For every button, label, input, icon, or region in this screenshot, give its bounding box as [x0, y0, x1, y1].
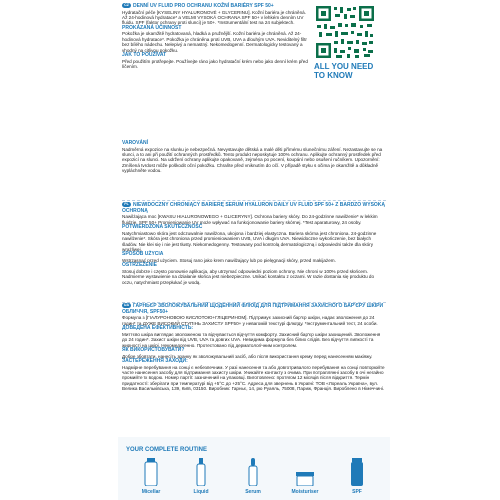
ua-warning-heading: ЗАСТЕРЕЖЕННЯ ЗАХОДИ:: [122, 358, 188, 365]
micellar-bottle-icon: [144, 458, 158, 486]
serum-dropper-icon: [248, 458, 258, 486]
routine-step-label: Moisturiser: [291, 489, 319, 495]
cz-title: CZ DENNÍ UV FLUID PRO OCHRANU KOŽNÍ BARIÉRY SPF 50+: [122, 3, 310, 10]
routine-step-label: Micellar: [141, 489, 161, 495]
pl-title: PL NIEWIDOCZNY CHRONIĄCY BARIERĘ SERUM HYALURON DAILY UV FLUID SPF 50+ Z BARDZO WYSOKĄ OCHRONĄ: [122, 201, 386, 214]
ua-use-text: Добре збовтати, нанесіть зранку як зволожувальний засіб, або після використання крему перед нанесенням макіяжу.: [122, 353, 373, 359]
ua-effect-heading: ДОВЕДЕНА ЕФЕКТИВНІСТЬ:: [122, 325, 194, 332]
routine-step-label: Serum: [245, 489, 261, 495]
ua-use-heading: ЯК ВИКОРИСТОВУВАТИ?: [122, 347, 185, 354]
spf-tube-icon: [350, 458, 364, 486]
section-pl: [122, 202, 386, 285]
cz-use-heading: JAK TO POUŽÍVAT: [122, 52, 167, 59]
ua-flag-icon: UA: [123, 303, 130, 307]
routine-step-label: SPF: [352, 489, 362, 495]
ua-title: UA ГАРНЬЄР ЗВОЛОЖУВАЛЬНИЙ ЩОДЕННИЙ ФЛЮЇД ДЛЯ ПІДТРИМАННЯ ЗАХИСНОГО БАР'ЄРУ ШКІРИ ОБЛИЧЧЯ, SPF50+: [122, 302, 384, 315]
section-cz-warning: [122, 141, 386, 174]
pl-use-heading: SPOSÓB UŻYCIA: [122, 251, 164, 258]
liquid-bottle-icon: [196, 458, 206, 486]
routine-title: YOUR COMPLETE ROUTINE: [126, 447, 208, 453]
pl-intro: Nawilżająca moc [KWASU HIALURONOWEGO + GLICERYNY]. Ochrona bariery skóry. Do 24-godzinne nawilżenie* w lekkim fluidzie. SPF 50+ Promieniowanie UV może wpływać na funkcjonowanie bariery skórnej. *Test aparaturowy, 24 osoby.: [122, 214, 378, 225]
section-cz: [122, 3, 310, 69]
cz-warning-text: Nadměrná expozice na slunku je nebezpečná. Nevystavujte dětská a malé děti přímému slunečnímu záření. Nezastavujte se na slunci, a to ani při použití ochranných prostředků. Tento produkt neposkytuje 100% ochranu. Aplikujte ochranný prostředek před expozicí na slunci. Na udržení ochrany aplikujte opakovaně, zejména po pocení, koupání nebo osušení ručníkem. Upozornění: Zmíšená tvrdost může poškodit oční pokožku. Chraňte před vniknutím do očí. V případě styku s očima je okamžitě a důkladně vypláchněte vodou.: [122, 146, 383, 174]
routine-steps: [124, 458, 384, 498]
ua-effect-text: Миттєво шкіра виглядає зволоженою та відчувається відчуття комфорту. Захисний бар'єр шкіри захищений. Зволоження до 24 годин*. Захист шкіри від UVB, UVA та довгих UVA. Невидима формула без білих слідів. Без відчуття липкості та жирності на шкірі. Некомедогенно. Протестовано під дерматологічним контролем.: [122, 331, 381, 348]
cz-use-text: Před použitím protřepejte. Používejte ráno jako hydratační krém nebo jako denní krém před líčením.: [122, 58, 308, 70]
section-ua: [122, 303, 386, 392]
pl-effect-heading: POTWIERDZONA SKUTECZNOŚĆ: [122, 224, 203, 231]
qr-caption: ALL YOU NEED TO KNOW: [314, 62, 374, 80]
cz-flag-icon: CZ: [122, 3, 131, 8]
routine-step-label: Liquid: [193, 489, 209, 495]
ua-warning-text: Надмірне перебування на сонці є небезпечним. У разі нанесення та або довготривалого перебування на сонці повторюйте часте нанесення засобу для підтримання захисту шкіри. Уникайте контакту з очима. При потраплянні засобу в очі негайно промийте їх водою. Номер партії: зазначений на упаковці. Виготовлено: протягом 12 місяців після відкриття. Термін придатності: зберігати при температурі від +5°C до +25°C. Адреса для звернень в Україні: ТОВ «Лореаль Україна», вул. Велика Васильківська, 139, Київ, 03150. Виробник: Гарньє, 14, рю Руаяль, 75008, Париж, Франція. Вироблено в Німеччині.: [122, 364, 385, 392]
cz-warning-heading: VAROVÁNÍ: [122, 140, 149, 146]
cz-effect-text: Pokožka je okamžitě hydratovaná, hladká a pružnější. Kožní bariéra je chráněná. Až 24-hodinová hydratace*. Pokožka je chráněna proti UVB, UVA a dlouhým UVA. Neviditelný filtr bez bílého nádechu. Nelepivý a nemastný. Nekomedogenní. Dermatologicky testovaný a vhodný na citlivou pokožku.: [122, 31, 307, 53]
pl-flag-icon: PL: [122, 202, 131, 207]
qr-code-icon[interactable]: [314, 4, 376, 60]
pl-effect-text: Natychmiastowo skóra jest odczuwalnie nawilżona, ukojona i bardziej elastyczna. Bariera skórna jest chroniona. 24-godzinne nawilżenie*. Skóra jest chroniona przed promieniowaniem UVB, UVA i długim UVA. Niewidoczne wykończenie, bez białych śladów. Nie klei się i nie jest tłusty. Niekomedogenny. Testowany pod kontrolą dermatologiczną i odpowiedni także dla skóry wrażliwej.: [122, 230, 377, 253]
pl-use-text: Wstrząsnąć przed użyciem. Stosuj rano jako krem nawilżający lub po pielęgnacji skóry, przed makijażem.: [122, 258, 336, 264]
cz-intro: Hydratační péče [KYSELINY HYALURONOVÉ + GLYCERINU]. Kožní bariéra je chráněná. Až 24-hodinová hydratace* a VELMI VYSOKÁ OCHRANA SPF 50+ v lehkém denním UV fluidu. SPF (faktor ochrany proti slunci) je 50+. *Instrumentální test na 24 subjektech.: [122, 9, 306, 26]
ua-intro: Формула з [ГІАЛУРОНОВОЮ КИСЛОТОЮ+ГЛІЦЕРИНОМ]. Підтримує захисний бар'єр шкіри, надає зволоження до 24 годин* та ДУЖЕ ВИСОКИЙ СТУПІНЬ ЗАХИСТУ SPF50+ у невагомій текстурі флюїду. *Інструментальний тест, 24 особи.: [122, 315, 378, 326]
cz-effect-heading: PROKÁZANÁ ÚČINNOST: [122, 24, 182, 31]
pl-warning-heading: OSTRZEŻENIE: [122, 262, 158, 269]
moisturiser-jar-icon: [295, 458, 315, 486]
pl-warning-text: Stosuj dobrze i często ponownie aplikacja, aby utrzymać odpowiedni poziom ochrony. Nie chroni w 100% przed słońcem. Nadmierne wystawienie na działanie słońca jest niebezpieczne. Unikać kontaktu z oczami. W razie dostania się produktu do oczu, natychmiast przepłukać je wodą.: [122, 269, 375, 285]
product-insert-page: [118, 0, 390, 500]
